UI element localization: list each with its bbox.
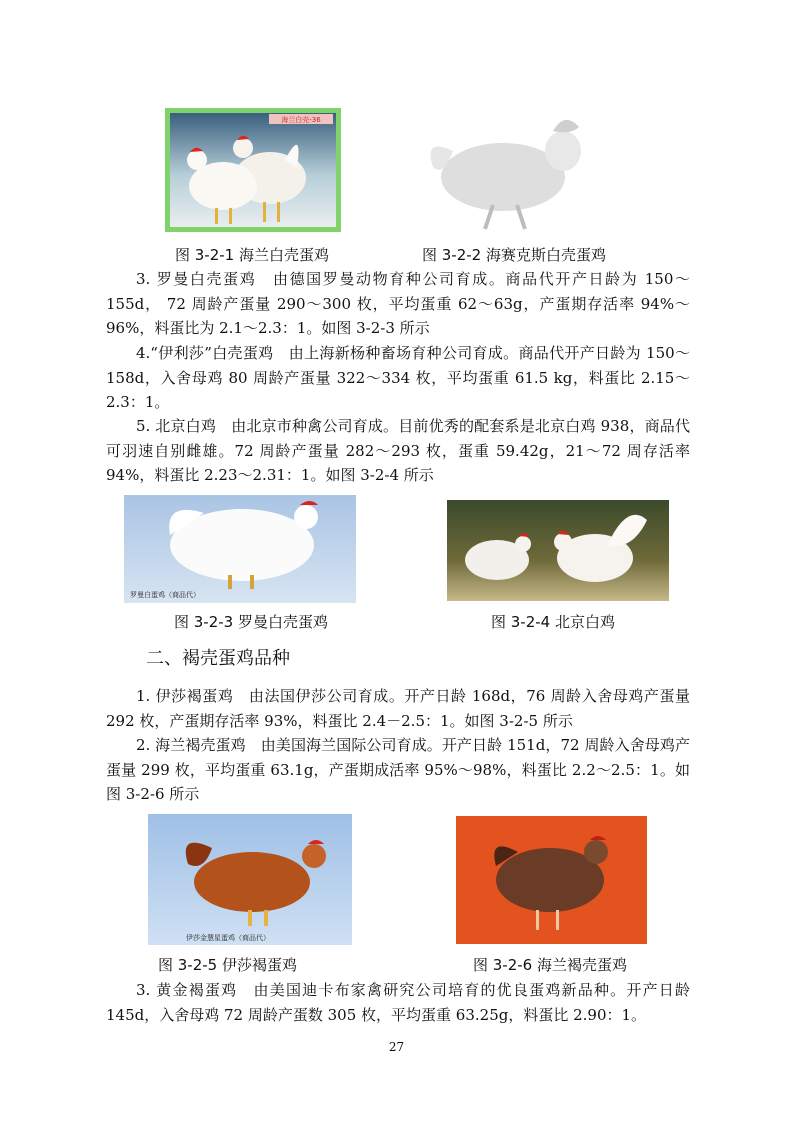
figure-caption: 图 3-2-2 海赛克斯白壳蛋鸡 — [422, 246, 606, 264]
figure-caption: 图 3-2-3 罗曼白壳蛋鸡 — [174, 613, 328, 631]
figure-label: 罗曼白蛋鸡（商品代） — [130, 591, 200, 599]
paragraph-lohmann-white: 3. 罗曼白壳蛋鸡 由德国罗曼动物育种公司育成。商品代开产日龄为 150～155d， 72 周龄产蛋量 290～300 枚，平均蛋重 62～63g，产蛋期存活率 94%～96%，料蛋比为 2.1～2.3：1。如图 3-2-3 所示 — [106, 270, 690, 337]
figure-3-2-1-image — [165, 108, 341, 232]
figure-caption: 图 3-2-1 海兰白壳蛋鸡 — [175, 246, 329, 264]
figure-caption: 图 3-2-5 伊莎褐蛋鸡 — [158, 956, 297, 974]
paragraph-hyline-brown: 2. 海兰褐壳蛋鸡 由美国海兰国际公司育成。开产日龄 151d，72 周龄入舍母鸡产蛋量 299 枚，平均蛋重 63.1g，产蛋期成活率 95%～98%，料蛋比 2.2～2.5：1。如图 3-2-6 所示 — [106, 736, 690, 803]
paragraph-yilisha-white: 4.“伊利莎”白壳蛋鸡 由上海新杨种畜场育种公司育成。商品代开产日龄为 150～158d，入舍母鸡 80 周龄产蛋量 322～334 枚，平均蛋重 61.5 kg，料蛋比 2.15～2.3：1。 — [106, 344, 690, 411]
figure-caption: 图 3-2-6 海兰褐壳蛋鸡 — [473, 956, 627, 974]
section-heading: 二、褐壳蛋鸡品种 — [146, 648, 290, 669]
figure-3-2-4-image — [447, 500, 669, 601]
figure-badge: 海兰白壳-36 — [281, 116, 321, 124]
figure-caption: 图 3-2-4 北京白鸡 — [491, 613, 615, 631]
page-number: 27 — [388, 1040, 405, 1054]
paragraph-golden-brown: 3. 黄金褐蛋鸡 由美国迪卡布家禽研究公司培育的优良蛋鸡新品种。开产日龄 145d，入舍母鸡 72 周龄产蛋数 305 枚，平均蛋重 63.25g，料蛋比 2.90：1。 — [106, 981, 690, 1024]
figure-3-2-2-image — [413, 107, 613, 233]
figure-3-2-6-image — [456, 816, 647, 944]
figure-3-2-3-image — [124, 495, 356, 603]
figure-label: 伊莎金慧星蛋鸡（商品代） — [186, 934, 270, 942]
paragraph-beijing-white: 5. 北京白鸡 由北京市种禽公司育成。目前优秀的配套系是北京白鸡 938，商品代可羽速自别雌雄。72 周龄产蛋量 282～293 枚，蛋重 59.42g，21～72 周存活率 94%，料蛋比 2.23～2.31：1。如图 3-2-4 所示 — [106, 417, 690, 484]
paragraph-isa-brown: 1. 伊莎褐蛋鸡 由法国伊莎公司育成。开产日龄 168d，76 周龄入舍母鸡产蛋量 292 枚，产蛋期存活率 93%，料蛋比 2.4－2.5：1。如图 3-2-5 所示 — [106, 687, 690, 730]
figure-3-2-5-image — [148, 814, 352, 945]
